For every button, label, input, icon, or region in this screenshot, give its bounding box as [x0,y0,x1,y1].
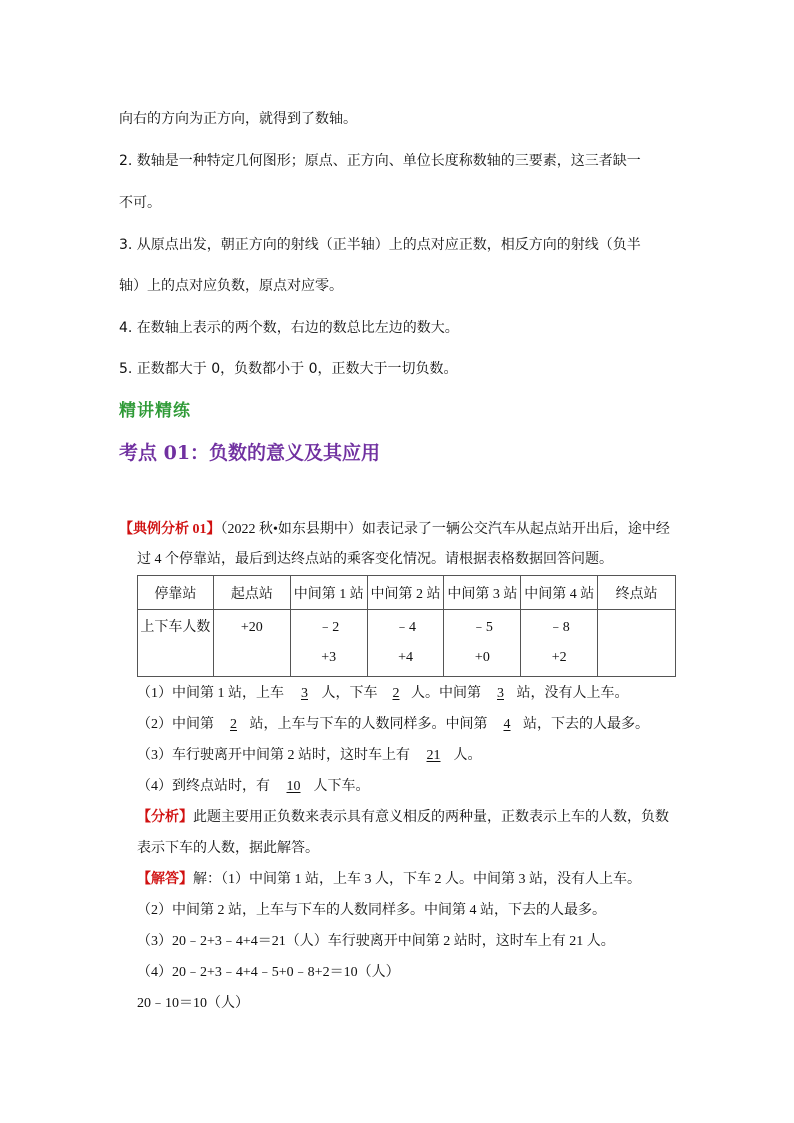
q4-answer: 10 [286,779,301,794]
cell-value: ﹣4 [395,620,417,635]
solution-text: 解：（1）中间第 1 站，上车 3 人，下车 2 人。中间第 3 站，没有人上车。 [193,872,641,887]
q2-text: 站，上车与下车的人数同样多。中间第 [249,717,488,732]
paragraph-2: 2. 数轴是一种特定几何图形；原点、正方向、单位长度称数轴的三要素，这三者缺一 [119,153,641,169]
paragraph-5: 轴）上的点对应负数，原点对应零。 [119,278,343,294]
example-line-1: （2022 秋•如东县期中）如表记录了一辆公交汽车从起点站开出后，途中经 [220,522,670,537]
analysis-text: 此题主要用正负数来表示具有意义相反的两种量，正数表示上车的人数，负数 [193,810,669,825]
table-cell [290,610,367,677]
q1-text: 人。中间第 [411,686,481,701]
q2-answer-1: 2 [230,717,237,732]
cell-value: +2 [551,650,567,665]
table-cell-empty [598,610,676,677]
q4-text: （4）到终点站时，有 [137,779,270,794]
table-cell [367,610,444,677]
q1-text: 站，没有人上车。 [516,686,629,701]
cell-value: +0 [474,650,490,665]
paragraph-4: 3. 从原点出发，朝正方向的射线（正半轴）上的点对应正数，相反方向的射线（负半 [119,237,641,253]
q1-answer-2: 2 [392,686,400,701]
solution-line-4: （4）20﹣2+3﹣4+4﹣5+0﹣8+2＝10（人） [137,965,400,980]
q4-text: 人下车。 [313,779,370,794]
analysis-line-2: 表示下车的人数，据此解答。 [137,841,319,856]
table-header-cell: 停靠站 [138,576,214,610]
question-1 [137,684,629,704]
q3-answer: 21 [426,748,441,763]
table-row-label [138,610,214,677]
q1-text: 人，下车 [321,686,378,701]
analysis-line-1 [137,808,669,828]
table-cell [444,610,521,677]
bus-passenger-table [137,575,676,677]
cell-value: +3 [321,650,337,665]
analysis-tag: 【分析】 [137,810,193,825]
table-header-cell: 中间第 2 站 [367,576,444,610]
row-label-text: 上下车人数 [140,620,211,635]
q1-answer-1: 3 [301,686,308,701]
q1-answer-3: 3 [497,686,504,701]
question-4 [137,777,370,797]
question-3 [137,746,482,766]
table-cell [213,610,290,677]
q3-text: 人。 [453,748,482,763]
table-header-cell: 起点站 [213,576,290,610]
table-header-cell: 中间第 3 站 [444,576,521,610]
section-heading: 精讲精练 [119,401,191,421]
table-header-cell: 终点站 [598,576,676,610]
table-header-cell: 中间第 1 站 [290,576,367,610]
cell-value: ﹣5 [471,620,493,635]
question-2 [137,715,649,735]
q1-text: （1）中间第 1 站，上车 [137,686,284,701]
cell-value: +4 [398,650,413,665]
table-cell [521,610,598,677]
solution-line-5: 20﹣10＝10（人） [137,996,249,1011]
q2-text: 站，下去的人最多。 [523,717,649,732]
paragraph-6: 4. 在数轴上表示的两个数，右边的数总比左边的数大。 [119,320,459,336]
q2-answer-2: 4 [503,717,511,732]
example-tag: 【典例分析 01】 [119,522,221,537]
q3-text: （3）车行驶离开中间第 2 站时，这时车上有 [137,748,410,763]
solution-line-1 [137,870,641,890]
example-intro [119,520,670,540]
topic-title: 考点 01：负数的意义及其应用 [119,442,381,464]
solution-tag: 【解答】 [137,872,193,887]
cell-value: +20 [240,620,263,635]
paragraph-3: 不可。 [119,195,161,211]
paragraph-7: 5. 正数都大于 0，负数都小于 0，正数大于一切负数。 [119,361,458,377]
table-row [138,610,676,677]
solution-line-3: （3）20﹣2+3﹣4+4＝21（人）车行驶离开中间第 2 站时，这时车上有 21 人。 [137,934,615,949]
q2-text: （2）中间第 [137,717,214,732]
table-header-cell: 中间第 4 站 [521,576,598,610]
example-line-2: 过 4 个停靠站，最后到达终点站的乘客变化情况。请根据表格数据回答问题。 [137,552,613,567]
solution-line-2: （2）中间第 2 站，上车与下车的人数同样多。中间第 4 站，下去的人最多。 [137,903,606,918]
paragraph-1: 向右的方向为正方向，就得到了数轴。 [119,111,357,127]
cell-value: ﹣8 [548,620,570,635]
cell-value: ﹣2 [318,620,340,635]
table-header-row [138,576,676,610]
